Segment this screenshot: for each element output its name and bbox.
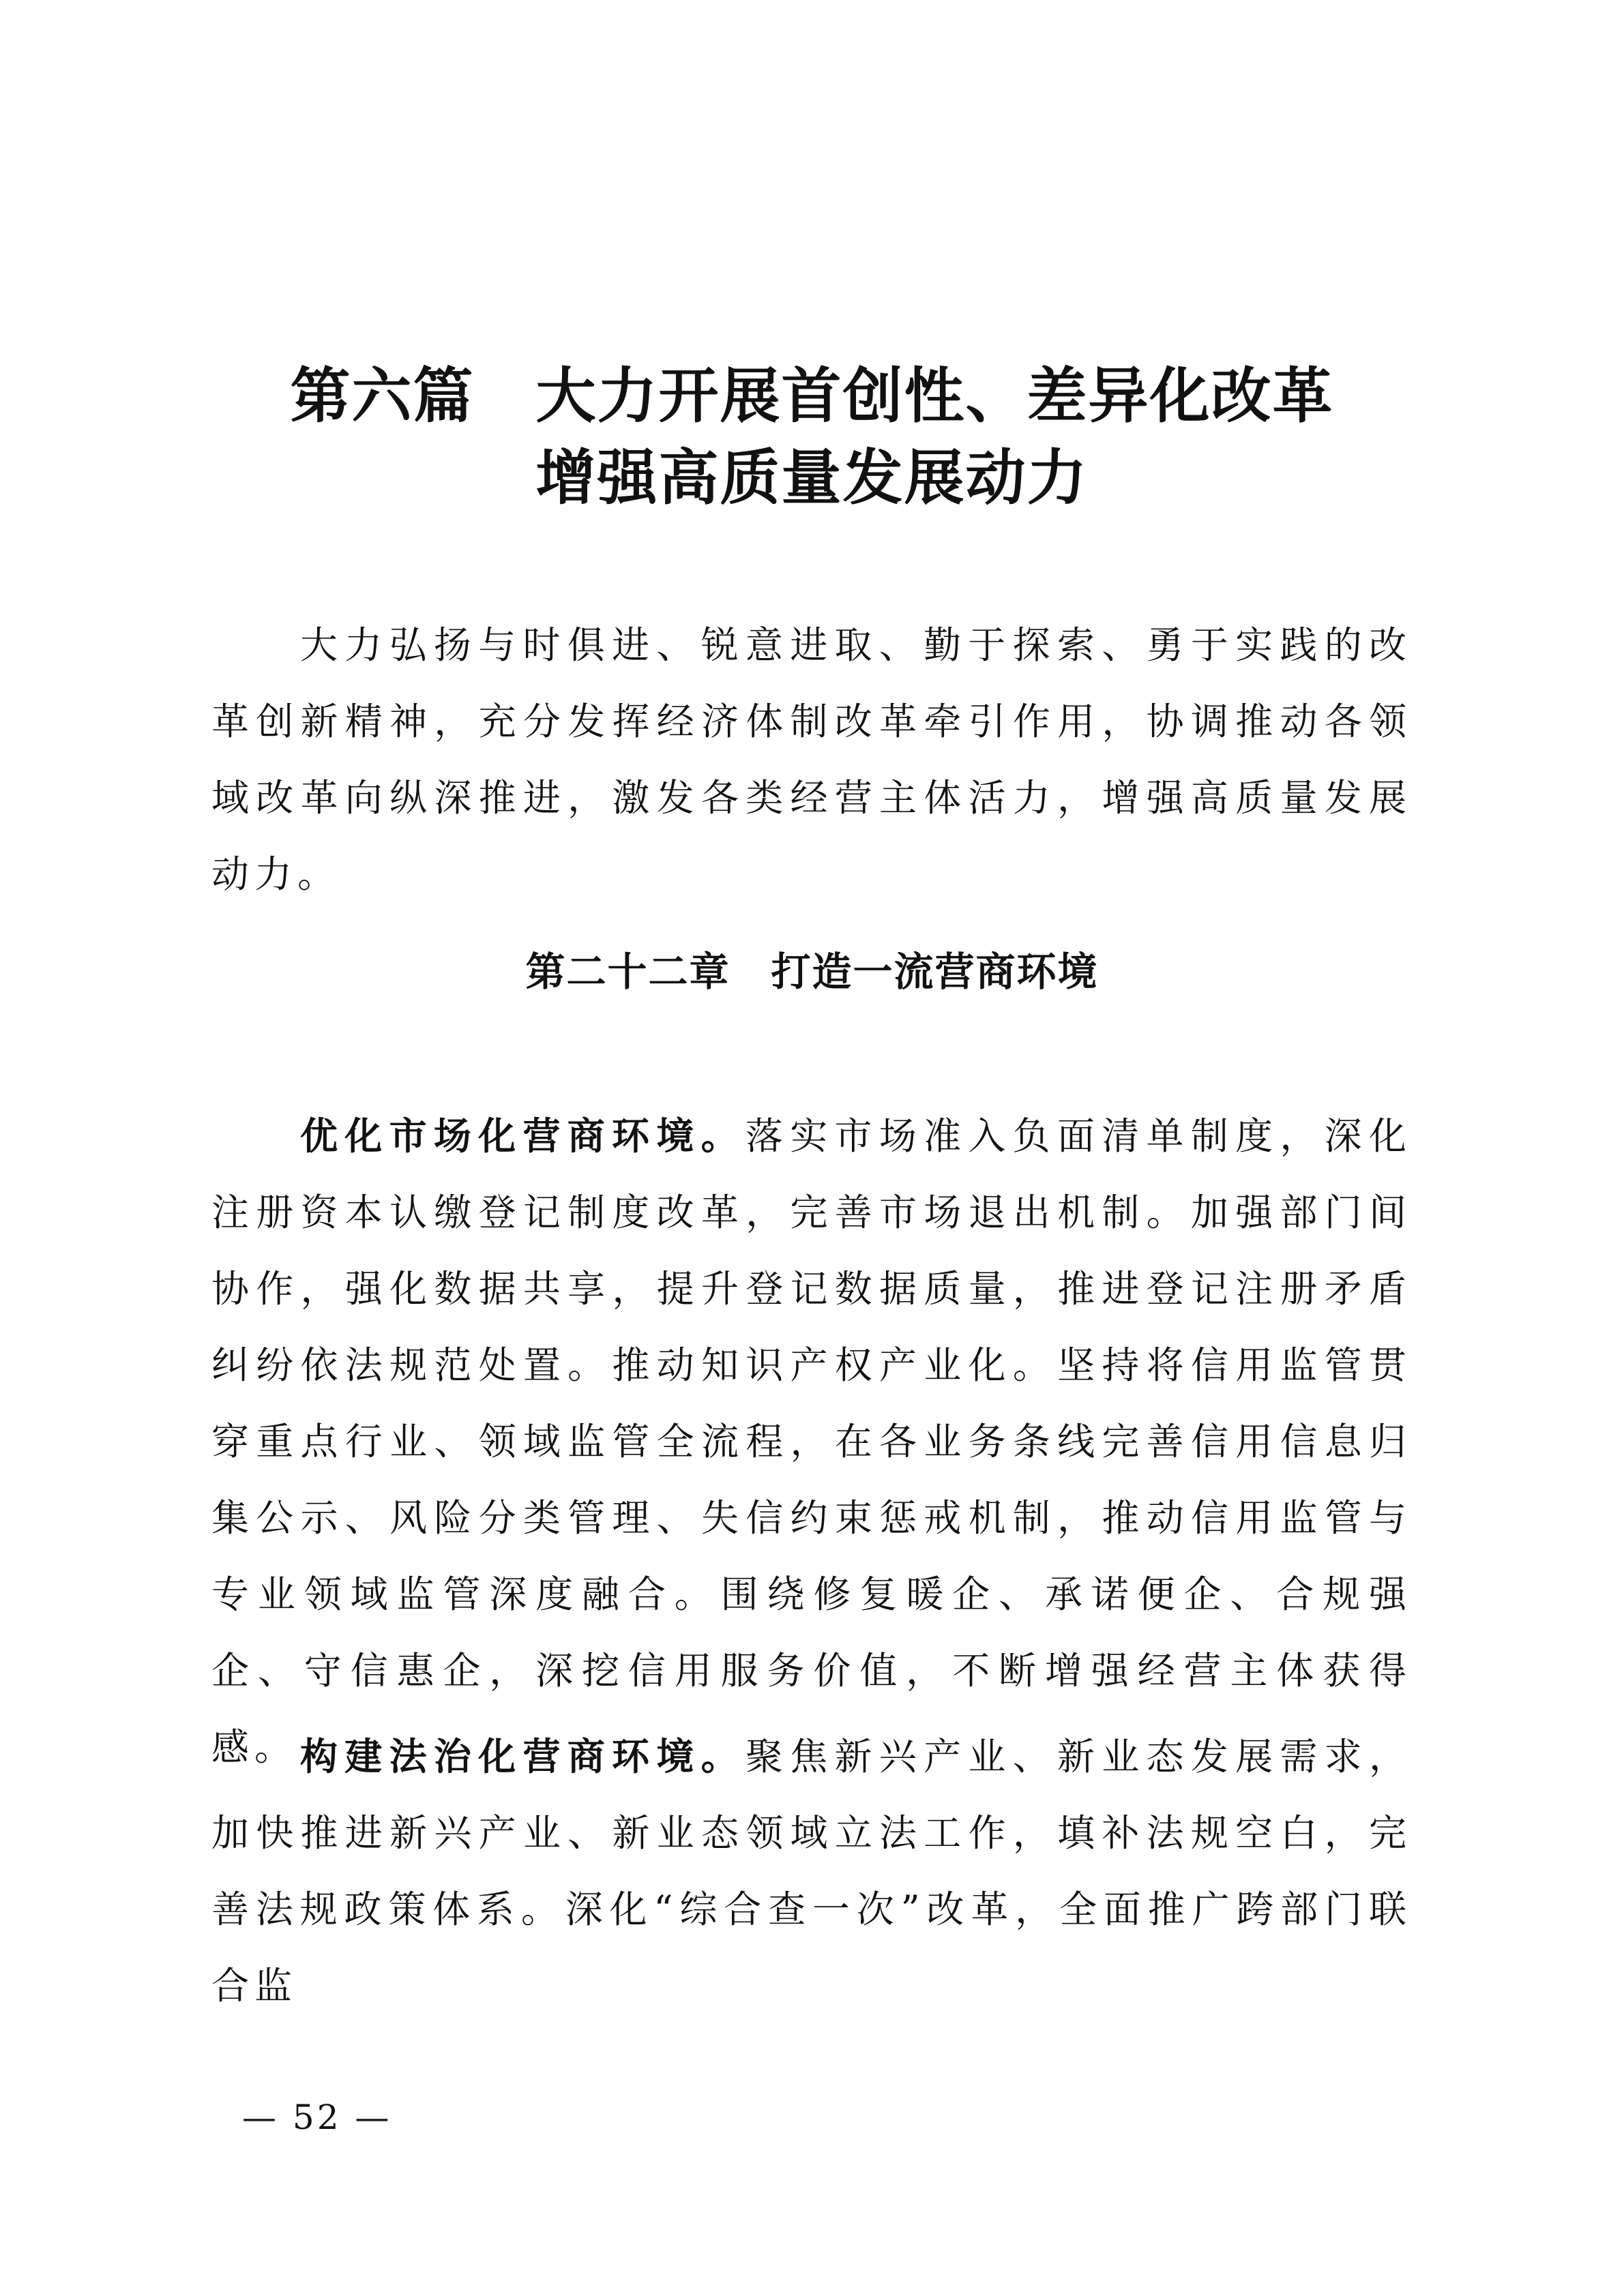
paragraph-text: 落实市场准入负面清单制度，深化注册资本认缴登记制度改革，完善市场退出机制。加强部门间协作，强化数据共享，提升登记数据质量，推进登记注册矛盾纠纷依法规范处置。推动知识产权产业化。坚持将信用监管贯穿重点行业、领域监管全流程，在各业务条线完善信用信息归集公示、风险分类管理、失信约束惩戒机制，推动信用监管与专业领域监管深度融合。围绕修复暖企、承诺便企、合规强企、守信惠企，深挖信用服务价值，不断增强经营主体获得感。 [211,1114,1412,1769]
paragraph-text: 聚焦新兴产业、新业态发展需求，加快推进新兴产业、新业态领域立法工作，填补法规空白，完善法规政策体系。深化“综合查一次”改革，全面推广跨部门联合监 [211,1735,1412,2008]
page-number: — 52 — [242,2098,392,2137]
chapter-title: 第二十二章 打造一流营商环境 [525,949,1099,995]
paragraph-market-environment [211,1098,1412,1785]
part-title-line-1: 第六篇 大力开展首创性、差异化改革 [290,360,1334,431]
paragraph-lead: 优化市场化营商环境。 [300,1114,745,1158]
intro-paragraph: 大力弘扬与时俱进、锐意进取、勤于探索、勇于实践的改革创新精神，充分发挥经济体制改革牵引作用，协调推动各领域改革向纵深推进，激发各类经营主体活力，增强高质量发展动力。 [211,623,1412,896]
paragraph-legal-environment [211,1718,1412,2024]
paragraph-lead: 构建法治化营商环境。 [300,1734,745,1778]
part-title-line-2: 增强高质量发展动力 [535,442,1089,513]
